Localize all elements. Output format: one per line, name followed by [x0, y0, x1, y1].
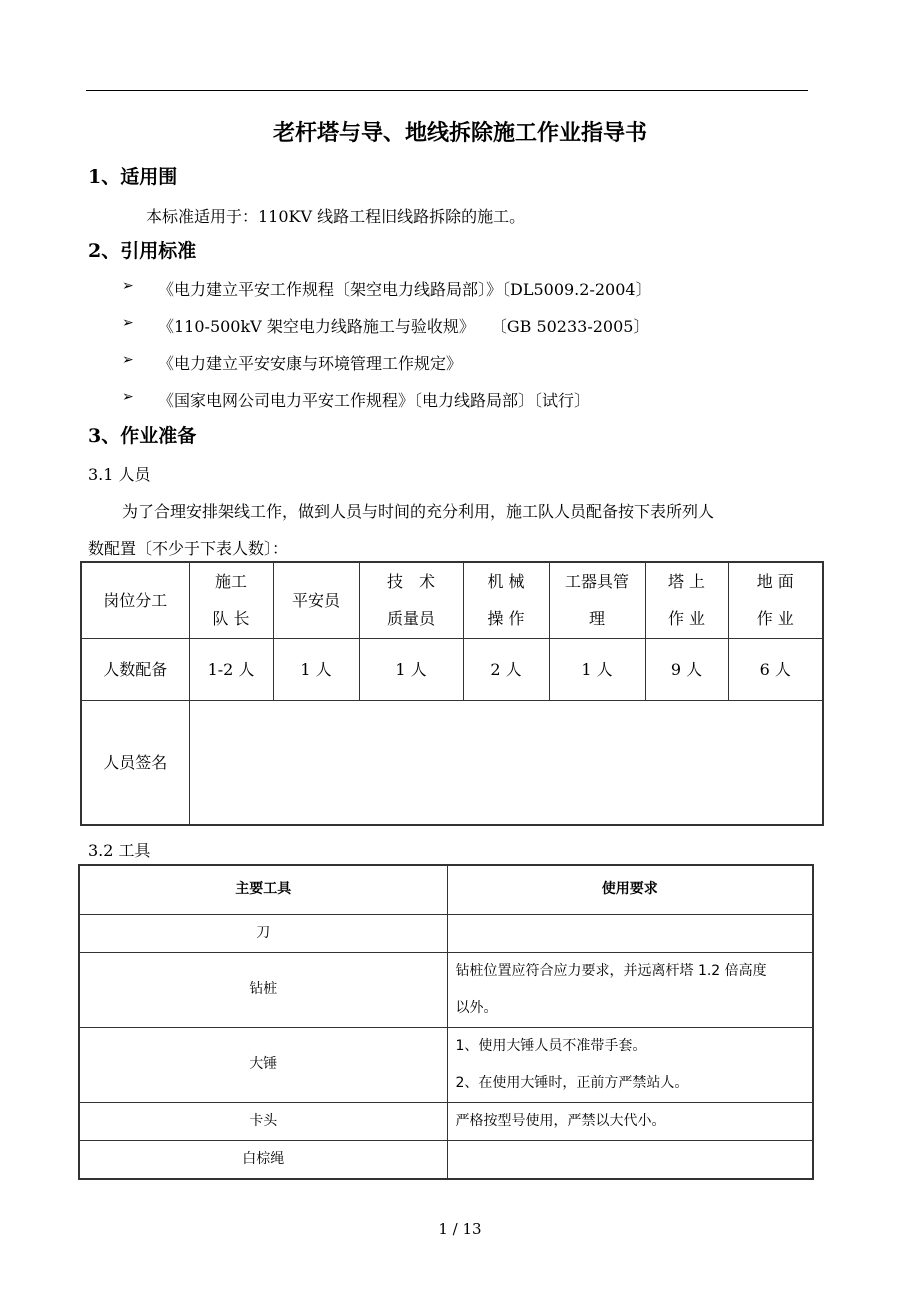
staff-header-line: 岗位分工: [103, 590, 168, 610]
staff-header-line: 队 长: [212, 609, 250, 629]
bullet-arrow-icon: ➢: [122, 389, 134, 405]
staff-header-line: 机 械: [487, 572, 525, 592]
staff-header-cell: [728, 562, 823, 638]
staff-count: 1 人: [549, 638, 645, 700]
tool-requirement: [447, 1102, 813, 1140]
staff-header-line: 理: [588, 609, 605, 629]
staff-count: 1-2 人: [189, 638, 273, 700]
subsection-3-1: 3.1 人员: [88, 465, 151, 484]
staff-header-cell: [645, 562, 728, 638]
staff-header-line: 平安员: [291, 590, 340, 610]
section-3-heading: 3、作业准备: [88, 425, 197, 447]
reference-item: 《国家电网公司电力平安工作规程》〔电力线路局部〕〔试行〕: [158, 391, 591, 410]
section-1-heading: 1、适用围: [88, 166, 178, 188]
staff-header-cell: [81, 562, 189, 638]
staff-header-line: 质量员: [386, 609, 435, 629]
staff-paragraph-line1: 为了合理安排架线工作，做到人员与时间的充分利用，施工队人员配备按下表所列人: [122, 502, 715, 521]
staff-count: 2 人: [463, 638, 549, 700]
staff-count: 1 人: [273, 638, 359, 700]
bullet-arrow-icon: ➢: [122, 352, 134, 368]
staff-header-line: 操 作: [487, 609, 525, 629]
staff-paragraph-line2: 数配置〔不少于下表人数〕：: [88, 539, 289, 558]
staff-header-line: 技 术: [386, 572, 435, 592]
staff-header-cell: [463, 562, 549, 638]
requirement-line: 钻桩位置应符合应力要求，并远离杆塔 1.2 倍高度: [455, 962, 767, 979]
scope-text: 本标准适用于：110KV 线路工程旧线路拆除的施工。: [146, 207, 526, 226]
reference-item: 《电力建立平安安康与环境管理工作规定》: [158, 354, 463, 373]
tool-requirement: [447, 914, 813, 952]
tool-name: 大锤: [79, 1027, 447, 1102]
count-label: 人数配备: [81, 638, 189, 700]
tool-name: 卡头: [79, 1102, 447, 1140]
staff-header-line: 塔 上: [667, 572, 706, 592]
section-2-heading: 2、引用标准: [88, 240, 197, 262]
requirement-line: 1、使用大锤人员不准带手套。: [455, 1037, 647, 1054]
staff-header-cell: [189, 562, 273, 638]
tool-requirement: [447, 952, 813, 1027]
header-rule: [86, 90, 808, 91]
table-row: [79, 1027, 813, 1102]
staff-header-line: 工器具管: [564, 572, 629, 592]
staff-header-cell: [273, 562, 359, 638]
table-row: [79, 952, 813, 1027]
tool-requirement: [447, 1027, 813, 1102]
staff-header-cell: [549, 562, 645, 638]
requirement-line: 2、在使用大锤时，正前方严禁站人。: [455, 1074, 689, 1091]
tool-requirement: [447, 1140, 813, 1179]
tools-header-tool: 主要工具: [79, 865, 447, 914]
staff-header-line: 作 业: [756, 609, 794, 629]
sign-label: 人员签名: [81, 700, 189, 825]
staff-header-line: 作 业: [667, 609, 706, 629]
bullet-arrow-icon: ➢: [122, 315, 134, 331]
staff-count: 6 人: [728, 638, 823, 700]
signature-cell[interactable]: [189, 700, 823, 825]
table-row: [79, 1102, 813, 1140]
document-title: 老杆塔与导、地线拆除施工作业指导书: [272, 120, 647, 146]
reference-item: 《110-500kV 架空电力线路施工与验收规》 〔GB 50233-2005〕: [158, 317, 650, 336]
tools-table: [78, 864, 814, 1180]
subsection-3-2: 3.2 工具: [88, 841, 151, 860]
staff-table: [80, 561, 824, 826]
page-number: 1 / 13: [438, 1220, 482, 1238]
staff-count: 9 人: [645, 638, 728, 700]
table-row: [79, 914, 813, 952]
staff-count: 1 人: [359, 638, 463, 700]
tool-name: 白棕绳: [79, 1140, 447, 1179]
requirement-line: 以外。: [455, 999, 498, 1016]
staff-header-cell: [359, 562, 463, 638]
table-row: [79, 1140, 813, 1179]
staff-header-line: 施工: [214, 572, 247, 592]
tools-header-req: 使用要求: [447, 865, 813, 914]
bullet-arrow-icon: ➢: [122, 278, 134, 294]
tool-name: 钻桩: [79, 952, 447, 1027]
reference-item: 《电力建立平安工作规程〔架空电力线路局部〕》〔DL5009.2-2004〕: [158, 280, 652, 299]
requirement-line: 严格按型号使用，严禁以大代小。: [455, 1112, 666, 1129]
staff-header-line: 地 面: [756, 572, 794, 592]
tool-name: 刀: [79, 914, 447, 952]
